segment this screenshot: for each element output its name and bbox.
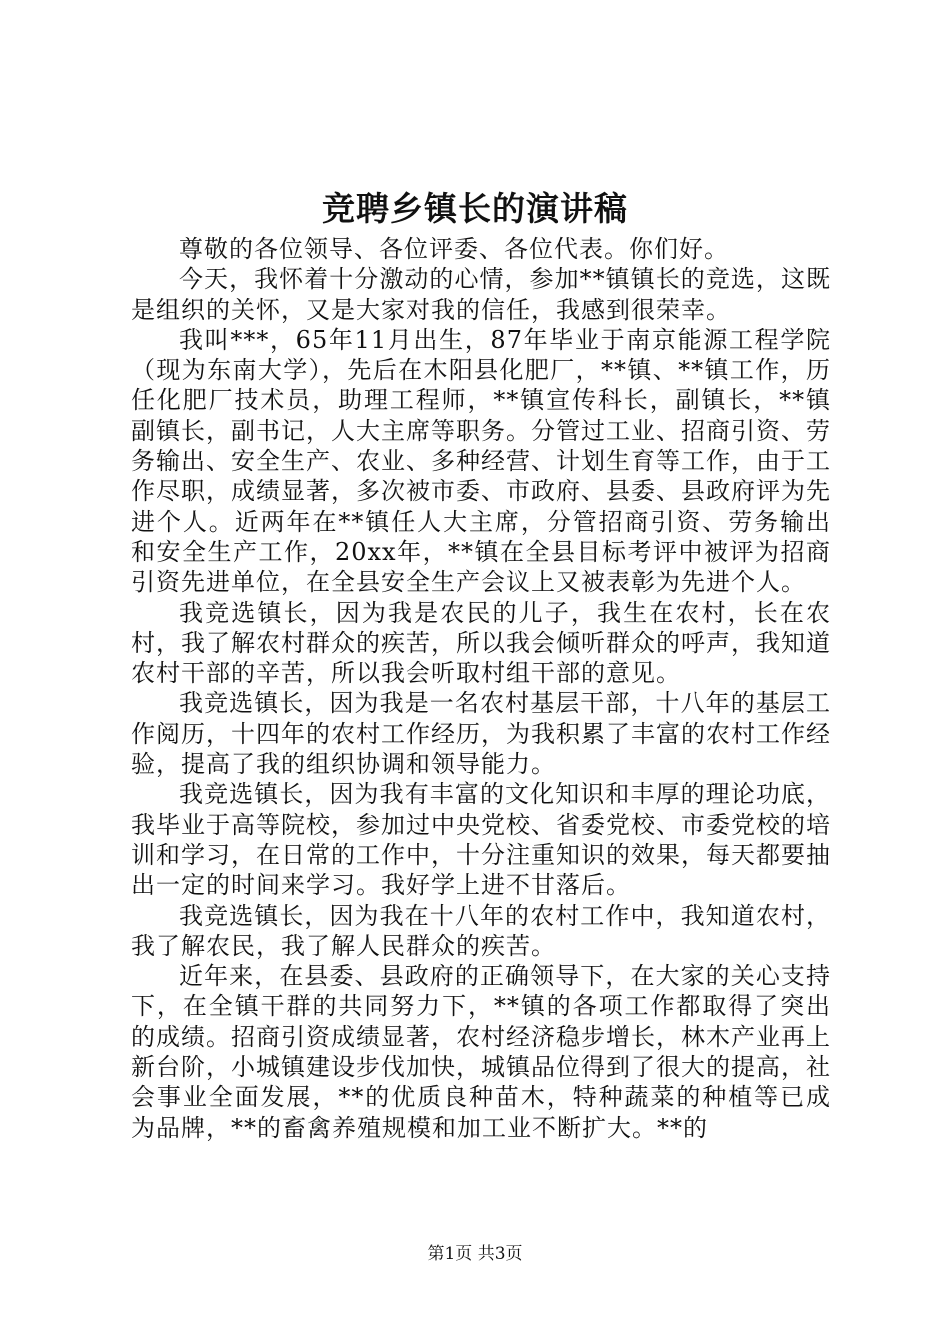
document-title: 竞聘乡镇长的演讲稿 (322, 189, 628, 228)
paragraph-achievements: 近年来，在县委、县政府的正确领导下，在大家的关心支持下，在全镇干群的共同努力下，**镇的各项工作都取得了突出的成绩。招商引资成绩显著，农村经济稳步增长，林木产业再上新台阶，小城镇建设步伐加快，城镇品位得到了很大的提高，社会事业全面发展，**的优质良种苗木，特种蔬菜的种植等已成为品牌，**的畜禽养殖规模和加工业不断扩大。**的 (131, 962, 831, 1142)
paragraph-reason-rural-experience: 我竞选镇长，因为我在十八年的农村工作中，我知道农村，我了解农民，我了解人民群众的疾苦。 (131, 901, 831, 960)
document-body (131, 234, 831, 1143)
paragraph-reason-farmer-son: 我竞选镇长，因为我是农民的儿子，我生在农村，长在农村，我了解农村群众的疾苦，所以我会倾听群众的呼声，我知道农村干部的辛苦，所以我会听取村组干部的意见。 (131, 598, 831, 688)
paragraph-opening: 今天，我怀着十分激动的心情，参加**镇镇长的竞选，这既是组织的关怀，又是大家对我的信任，我感到很荣幸。 (131, 265, 831, 324)
paragraph-greeting: 尊敬的各位领导、各位评委、各位代表。你们好。 (179, 235, 729, 263)
page-number-footer: 第1页 共3页 (427, 1244, 523, 1264)
paragraph-self-introduction: 我叫***，65年11月出生，87年毕业于南京能源工程学院（现为东南大学），先后在木阳县化肥厂，**镇、**镇工作，历任化肥厂技术员，助理工程师，**镇宣传科长，副镇长，**镇副镇长，副书记，人大主席等职务。分管过工业、招商引资、劳务输出、安全生产、农业、多种经营、计划生育等工作，由于工作尽职，成绩显著，多次被市委、市政府、县委、县政府评为先进个人。近两年在**镇任人大主席，分管招商引资、劳务输出和安全生产工作，20xx年，**镇在全县目标考评中被评为招商引资先进单位，在全县安全生产会议上又被表彰为先进个人。 (131, 325, 831, 597)
paragraph-reason-grassroots-cadre: 我竞选镇长，因为我是一名农村基层干部，十八年的基层工作阅历，十四年的农村工作经历，为我积累了丰富的农村工作经验，提高了我的组织协调和领导能力。 (131, 689, 831, 779)
paragraph-reason-education: 我竞选镇长，因为我有丰富的文化知识和丰厚的理论功底，我毕业于高等院校，参加过中央党校、省委党校、市委党校的培训和学习，在日常的工作中，十分注重知识的效果，每天都要抽出一定的时间来学习。我好学上进不甘落后。 (131, 780, 831, 900)
